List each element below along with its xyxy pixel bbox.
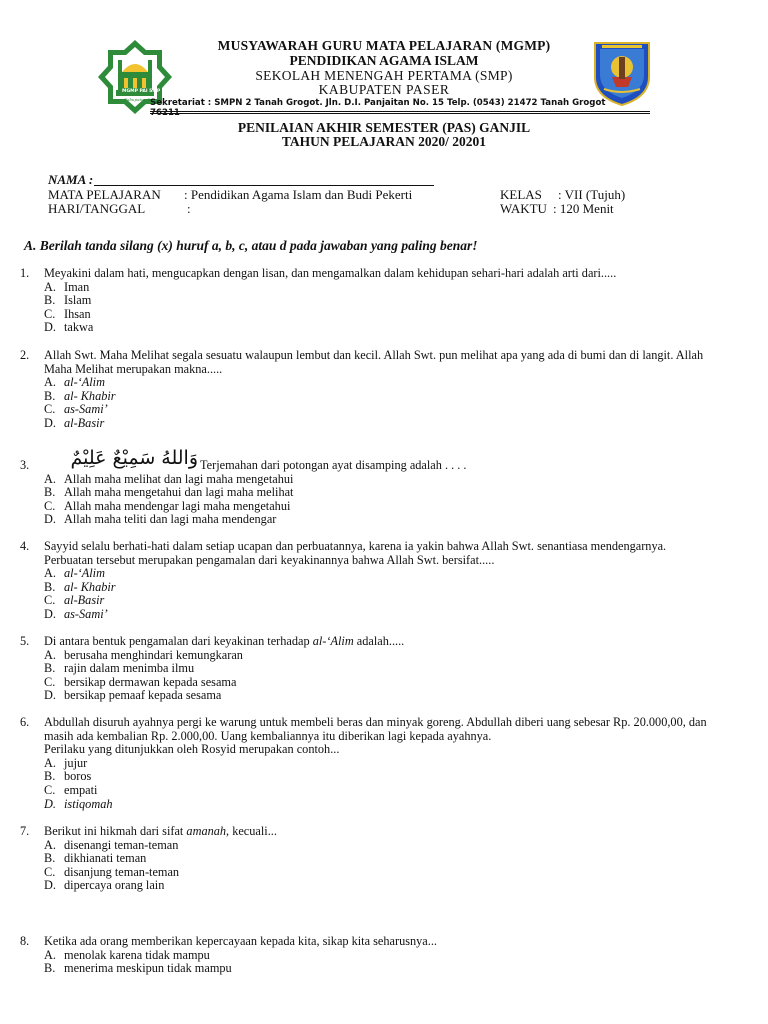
nama-field-line[interactable] — [94, 185, 434, 186]
question-number: 8. — [20, 934, 30, 948]
header-divider-double — [150, 113, 650, 114]
option-b[interactable]: B. menerima meskipun tidak mampu — [44, 961, 232, 976]
hari-label: HARI/TANGGAL — [48, 201, 146, 216]
question-6 — [20, 716, 720, 811]
option-c[interactable]: C. Allah maha mendengar lagi maha mengetahui — [44, 498, 291, 513]
option-b[interactable]: B. Allah maha mengetahui dan lagi maha melihat — [44, 485, 294, 500]
option-d[interactable]: D. Allah maha teliti dan lagi maha mendengar — [44, 512, 277, 527]
question-text: Di antara bentuk pengamalan dari keyakinan terhadap al-‘Alim adalah..... — [44, 634, 405, 648]
option-d[interactable]: D. takwa — [44, 320, 94, 335]
question-5 — [20, 635, 720, 703]
option-d[interactable]: D. istiqomah — [44, 796, 113, 811]
option-a[interactable]: A. Allah maha melihat dan lagi maha mengetahui — [44, 471, 294, 486]
header-regency: KABUPATEN PASER — [318, 82, 450, 97]
question-number: 5. — [20, 634, 30, 648]
mapel-label: MATA PELAJARAN — [48, 187, 161, 202]
mapel-value: : Pendidikan Agama Islam dan Budi Pekerti — [184, 187, 413, 202]
waktu-value: : 120 Menit — [553, 201, 614, 216]
question-7 — [20, 825, 720, 893]
option-b[interactable]: B. al- Khabir — [44, 579, 116, 594]
kelas-label: KELAS — [500, 187, 542, 202]
header-address: Sekretariat : SMPN 2 Tanah Grogot. Jln. D.I. Panjaitan No. 15 Telp. (0543) 21472 Tanah Grogot 76211 — [150, 98, 606, 118]
option-a[interactable]: A. al-‘Alim — [44, 566, 105, 581]
arabic-verse: وَاللهُ سَمِيْعٌ عَلِيْمٌ — [70, 447, 198, 469]
option-d[interactable]: D. dipercaya orang lain — [44, 878, 165, 893]
question-text: Terjemahan dari potongan ayat disamping adalah . . . . — [200, 458, 467, 472]
option-b[interactable]: B. Islam — [44, 293, 92, 308]
question-number: 1. — [20, 266, 30, 280]
section-a-instruction: A. Berilah tanda silang (x) huruf a, b, c, atau d pada jawaban yang paling benar! — [24, 238, 478, 253]
option-a[interactable]: A. jujur — [44, 755, 88, 770]
question-number: 2. — [20, 348, 30, 362]
option-d[interactable]: D. al-Basir — [44, 415, 105, 430]
question-text: Berikut ini hikmah dari sifat amanah, kecuali... — [44, 824, 277, 838]
option-a[interactable]: A. al-‘Alim — [44, 375, 105, 390]
header-school-level: SEKOLAH MENENGAH PERTAMA (SMP) — [255, 68, 513, 83]
waktu-label: WAKTU — [500, 201, 547, 216]
hari-value: : — [187, 201, 191, 216]
option-c[interactable]: C. as-Sami’ — [44, 402, 108, 417]
option-a[interactable]: A. disenangi teman-teman — [44, 837, 179, 852]
header-subject: PENDIDIKAN AGAMA ISLAM — [289, 53, 479, 68]
nama-label: NAMA : — [48, 172, 94, 187]
option-c[interactable]: C. al-Basir — [44, 593, 105, 608]
option-c[interactable]: C. bersikap dermawan kepada sesama — [44, 674, 237, 689]
option-c[interactable]: C. Ihsan — [44, 306, 91, 321]
option-d[interactable]: D. as-Sami’ — [44, 606, 108, 621]
question-3 — [20, 459, 720, 527]
question-number: 7. — [20, 824, 30, 838]
exam-title: PENILAIAN AKHIR SEMESTER (PAS) GANJIL — [237, 120, 531, 135]
question-2 — [20, 349, 720, 431]
question-text: Ketika ada orang memberikan kepercayaan kepada kita, sikap kita seharusnya... — [44, 934, 437, 948]
header-organization: MUSYAWARAH GURU MATA PELAJARAN (MGMP) — [217, 38, 551, 53]
question-4 — [20, 540, 720, 622]
question-text: Sayyid selalu berhati-hati dalam setiap ucapan dan perbuatannya, karena ia yakin bahwa Allah Swt. senantiasa mendengarnya. Perbuatan tersebut merupakan pengamalan dari keyakinannya bahwa Allah Swt. bersifat..... — [44, 539, 667, 567]
kelas-value: : VII (Tujuh) — [558, 187, 626, 202]
option-a[interactable]: A. berusaha menghindari kemungkaran — [44, 647, 243, 662]
question-text: Abdullah disuruh ayahnya pergi ke warung untuk membeli beras dan minyak goreng. Abdullah diberi uang sebesar Rp. 20.000,00, dan masih ada kembalian Rp. 2.000,00. Uang kembaliannya itu diberikan lagi kepada ayahnya. — [44, 715, 707, 743]
option-c[interactable]: C. disanjung teman-teman — [44, 864, 180, 879]
question-number: 6. — [20, 715, 30, 729]
question-number: 4. — [20, 539, 30, 553]
header-divider — [150, 111, 650, 112]
question-text: Meyakini dalam hati, mengucapkan dengan lisan, dan mengamalkan dalam kehidupan sehari-hari adalah arti dari..... — [44, 266, 617, 280]
logo-left-text1: MGMP PAI SMP — [122, 89, 161, 94]
question-text-2: Perilaku yang ditunjukkan oleh Rosyid merupakan contoh... — [44, 742, 340, 757]
option-d[interactable]: D. bersikap pemaaf kepada sesama — [44, 688, 222, 703]
option-c[interactable]: C. empati — [44, 782, 98, 797]
question-number: 3. — [20, 458, 30, 472]
question-text: Allah Swt. Maha Melihat segala sesuatu walaupun lembut dan kecil. Allah Swt. pun melihat apa yang ada di bumi dan di langit. Allah Maha Melihat merupakan makna..... — [44, 348, 704, 376]
exam-year: TAHUN PELAJARAN 2020/ 20201 — [281, 134, 487, 149]
question-1 — [20, 267, 720, 335]
option-b[interactable]: B. dikhianati teman — [44, 851, 147, 866]
question-8 — [20, 935, 720, 976]
option-b[interactable]: B. al- Khabir — [44, 388, 116, 403]
option-a[interactable]: A. Iman — [44, 279, 90, 294]
option-a[interactable]: A. menolak karena tidak mampu — [44, 947, 210, 962]
logo-left-text2: Kabupaten Paser — [124, 97, 159, 102]
option-b[interactable]: B. rajin dalam menimba ilmu — [44, 661, 195, 676]
option-b[interactable]: B. boros — [44, 769, 92, 784]
